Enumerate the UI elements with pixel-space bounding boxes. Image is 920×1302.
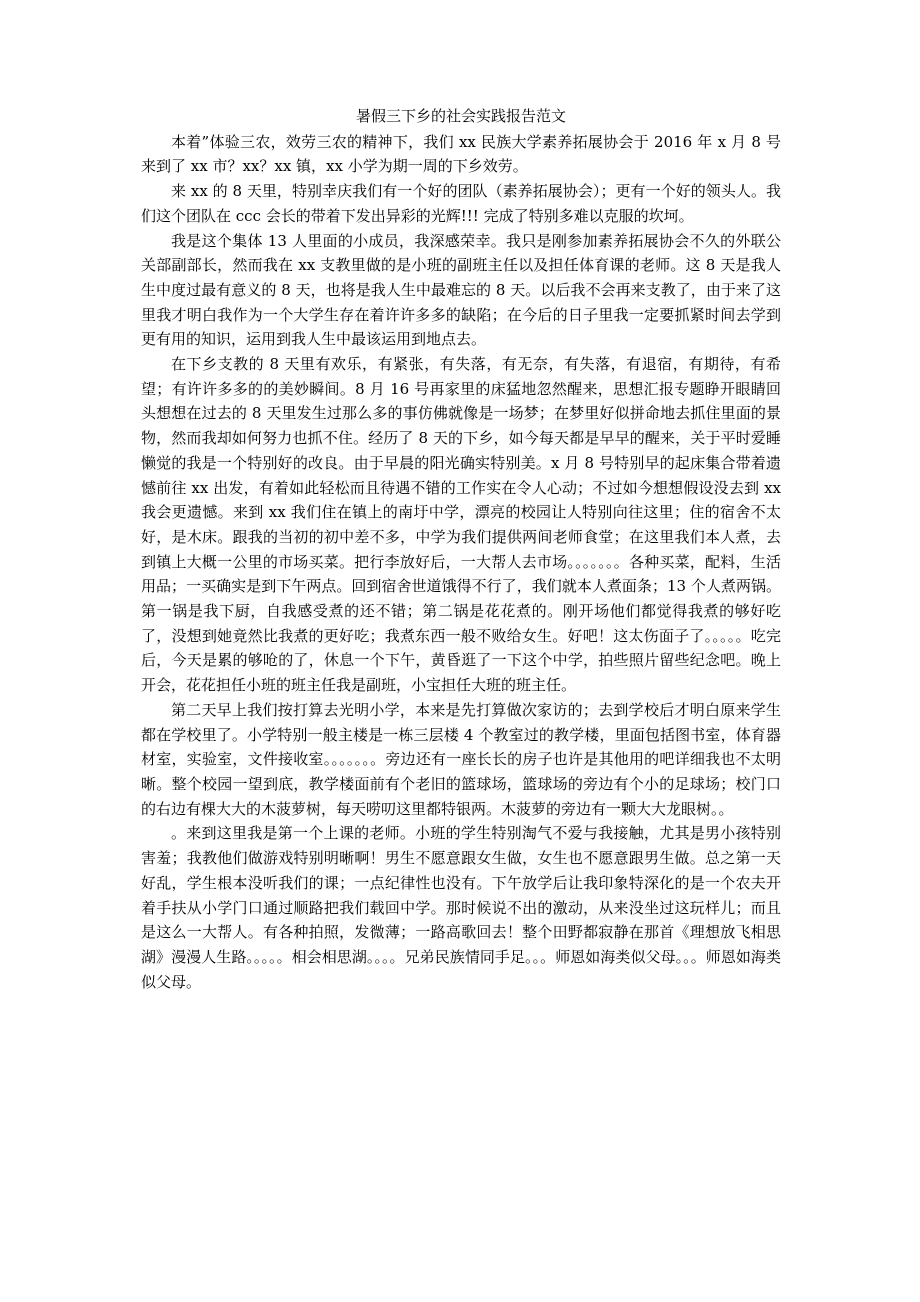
paragraph-eight-days: 在下乡支教的 8 天里有欢乐，有紧张，有失落，有无奈，有失落，有退宿，有期待，有希望；有许许多多的的美妙瞬间。8 月 16 号再家里的床猛地忽然醒来，思想汇报专题睁开眼睛回头想想在过去的 8 天里发生过那么多的事仿佛就像是一场梦；在梦里好似拼命地去抓住里面的景物，然而我却如何努力也抓不住。经历了 8 天的下乡，如今每天都是早早的醒来，关于平时爱睡懒觉的我是一个特别好的改良。由于早晨的阳光确实特别美。x 月 8 号特别早的起床集合带着遗憾前往 xx 出发，有着如此轻松而且待遇不错的工作实在令人心动；不过如今想想假设没去到 xx 我会更遗憾。来到 xx 我们住在镇上的南圩中学，漂亮的校园让人特别向往这里；住的宿舍不太好，是木床。跟我的当初的初中差不多，中学为我们提供两间老师食堂；在这里我们本人煮，去到镇上大概一公里的市场买菜。把行李放好后，一大帮人去市场。。。。。。。各种买菜，配料，生活用品；一买确实是到下午两点。回到宿舍世道饿得不行了，我们就本人煮面条；13 个人煮两锅。第一锅是我下厨，自我感受煮的还不错；第二锅是花花煮的。刚开场他们都觉得我煮的够好吃了，没想到她竟然比我煮的更好吃；我煮东西一般不败给女生。好吧！这太伤面子了。。。。。吃完后，今天是累的够呛的了，休息一个下午，黄昏逛了一下这个中学，拍些照片留些纪念吧。晚上开会，花花担任小班的班主任我是副班，小宝担任大班的班主任。 xyxy=(141,355,781,695)
document-page xyxy=(141,104,781,994)
paragraph-second-day: 第二天早上我们按打算去光明小学，本来是先打算做次家访的；去到学校后才明白原来学生都在学校里了。小学特别一般主楼是一栋三层楼 4 个教室过的教学楼，里面包括图书室，体育器材室，实验室，文件接收室。。。。。。。旁边还有一座长长的房子也许是其他用的吧详细我也不太明晰。整个校园一望到底，教学楼面前有个老旧的篮球场，篮球场的旁边有个小的足球场；校门口的右边有棵大大的木菠萝树，每天唠叨这里都特银两。木菠萝的旁边有一颗大大龙眼树。。 xyxy=(141,700,781,818)
document-title: 暑假三下乡的社会实践报告范文 xyxy=(355,107,566,125)
paragraph-self: 我是这个集体 13 人里面的小成员，我深感荣幸。我只是刚参加素养拓展协会不久的外联公关部副部长，然而我在 xx 支教里做的是小班的副班主任以及担任体育课的老师。这 8 天是我人生中度过最有意义的 8 天，也将是我人生中最难忘的 8 天。以后我不会再来支教了，由于来了这里我才明白我作为一个大学生存在着许许多多的缺陷；在今后的日子里我一定要抓紧时间去学到更有用的知识，运用到我人生中最该运用到地点去。 xyxy=(141,231,781,349)
paragraph-first-class: 。来到这里我是第一个上课的老师。小班的学生特别淘气不爱与我接触，尤其是男小孩特别害羞；我教他们做游戏特别明晰啊！男生不愿意跟女生做，女生也不愿意跟男生做。总之第一天好乱，学生根本没听我们的课；一点纪律性也没有。下午放学后让我印象特深化的是一个农夫开着手扶从小学门口通过顺路把我们载回中学。那时候说不出的激动，从来没坐过这玩样儿；而且是这么一大帮人。有各种拍照，发微薄；一路高歌回去！整个田野都寂静在那首《理想放飞相思湖》漫漫人生路。。。。。相会相思湖。。。。兄弟民族情同手足。。。师恩如海类似父母。。。师恩如海类似父母。 xyxy=(141,824,781,991)
paragraph-team: 来 xx 的 8 天里，特别幸庆我们有一个好的团队（素养拓展协会）；更有一个好的领头人。我们这个团队在 ccc 会长的带着下发出异彩的光辉!!! 完成了特别多难以克服的坎坷。 xyxy=(141,182,781,225)
paragraph-intro: 本着”体验三农，效劳三农的精神下，我们 xx 民族大学素养拓展协会于 2016 年 x 月 8 号来到了 xx 市？xx？xx 镇，xx 小学为期一周的下乡效劳。 xyxy=(141,132,781,176)
